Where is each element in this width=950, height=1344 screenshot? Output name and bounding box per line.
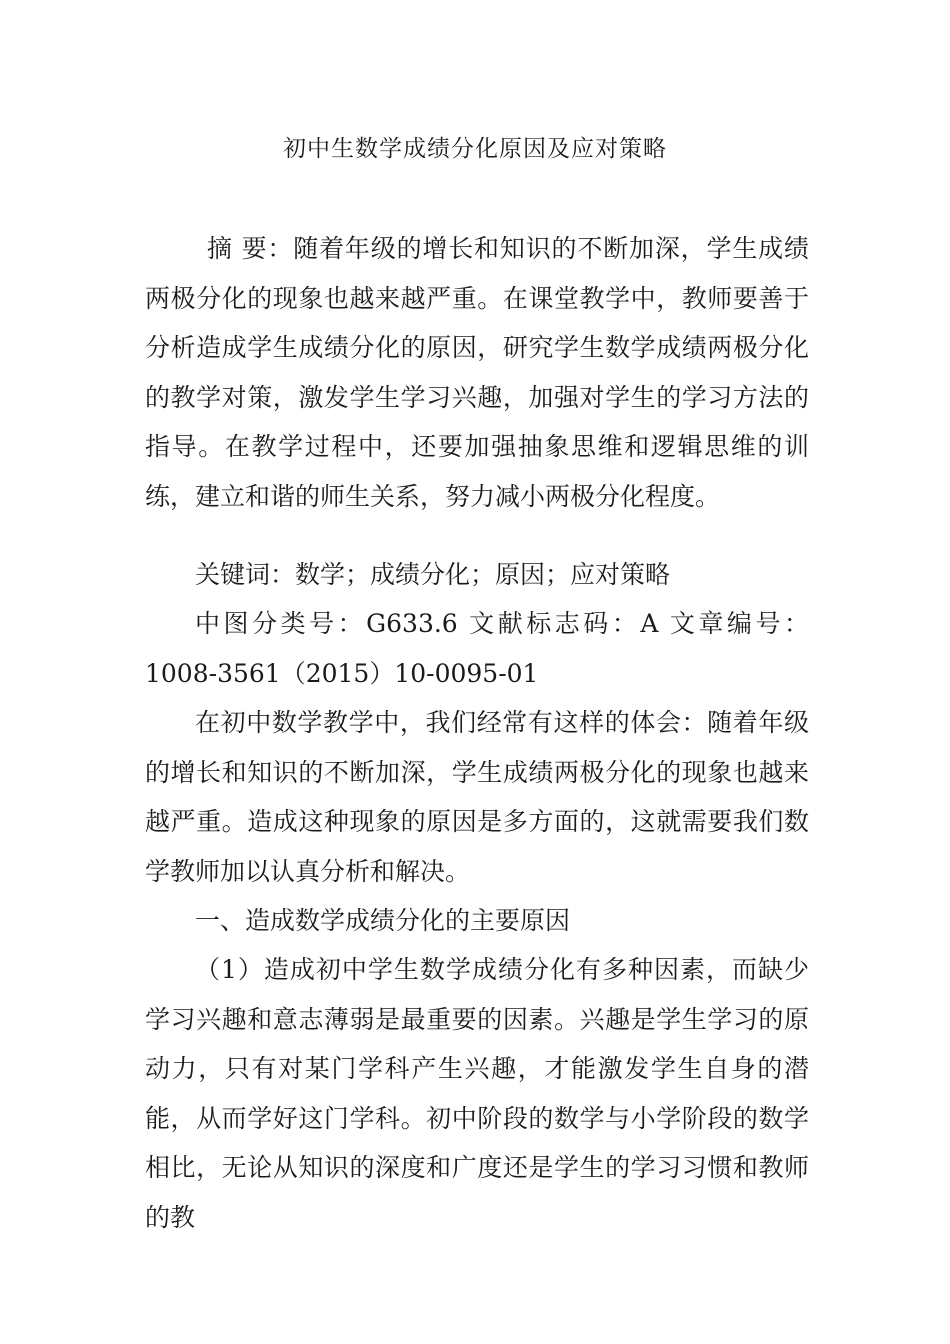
keywords-line: 关键词：数学；成绩分化；原因；应对策略 [195,560,671,589]
intro-paragraph: 在初中数学教学中，我们经常有这样的体会：随着年级的增长和知识的不断加深，学生成绩两极分化的现象也越来越严重。造成这种现象的原因是多方面的，这就需要我们数学教师加以认真分析和解决。 [145,708,809,886]
section-heading: 一、造成数学成绩分化的主要原因 [195,906,571,935]
body-paragraph: （1）造成初中学生数学成绩分化有多种因素，而缺少学习兴趣和意志薄弱是最重要的因素。兴趣是学生学习的原动力，只有对某门学科产生兴趣，才能激发学生自身的潜能，从而学好这门学科。初中阶段的数学与小学阶段的数学相比，无论从知识的深度和广度还是学生的学习习惯和教师的教 [145,955,809,1232]
classification-line: 中图分类号：G633.6 文献标志码：A 文章编号：1008-3561（2015）10-0095-01 [145,609,809,688]
abstract-paragraph: 摘 要：随着年级的增长和知识的不断加深，学生成绩两极分化的现象也越来越严重。在课堂教学中，教师要善于分析造成学生成绩分化的原因，研究学生数学成绩两极分化的教学对策，激发学生学习兴趣，加强对学生的学习方法的指导。在教学过程中，还要加强抽象思维和逻辑思维的训练，建立和谐的师生关系，努力减小两极分化程度。 [145,234,809,511]
document-title: 初中生数学成绩分化原因及应对策略 [283,136,667,162]
